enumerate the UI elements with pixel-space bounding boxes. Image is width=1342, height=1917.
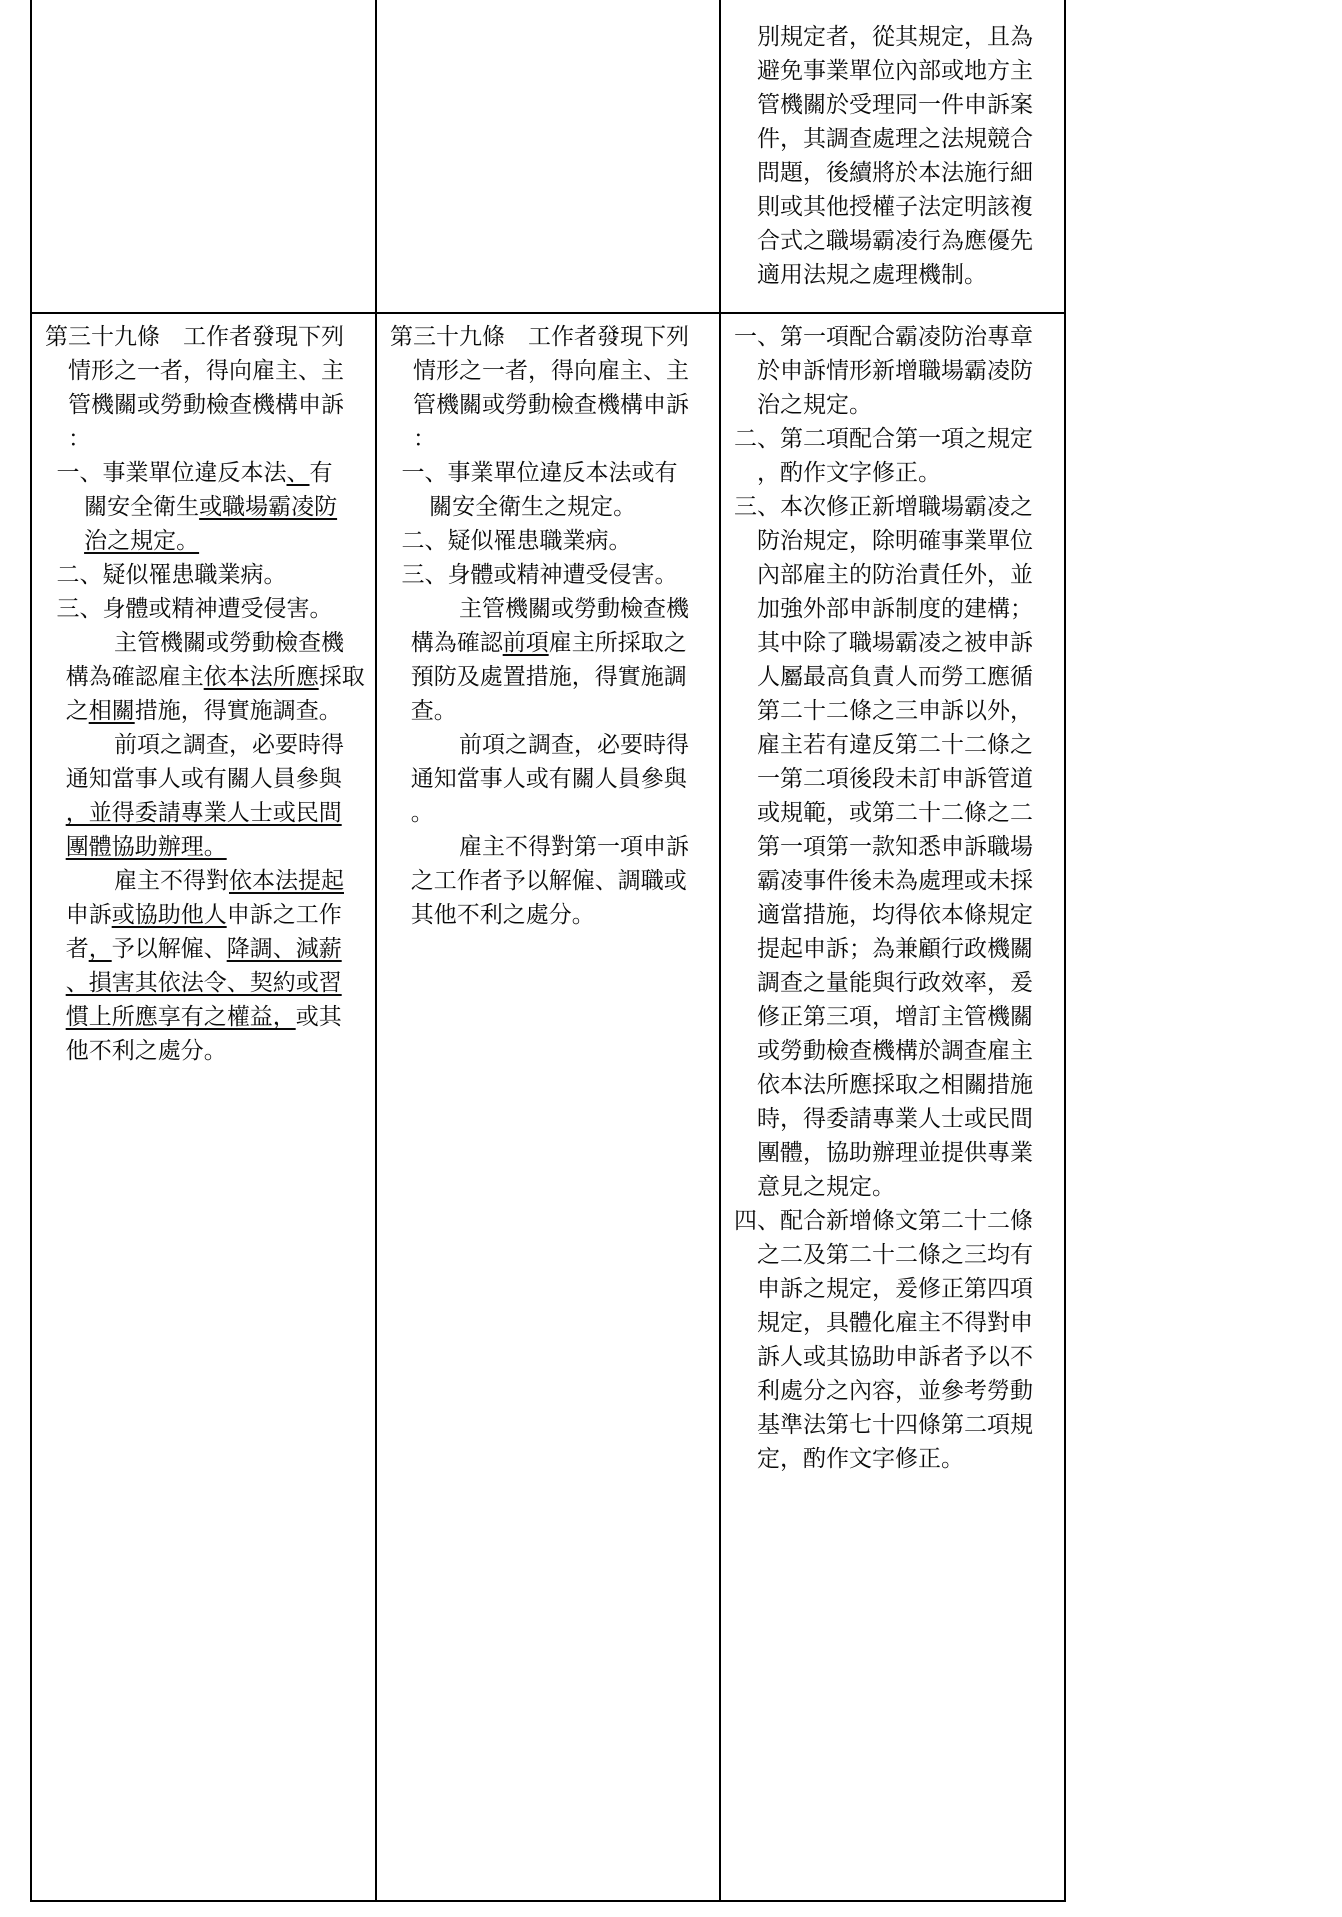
text-line	[390, 660, 707, 694]
text-segment: 二、疑似罹患職業病。	[401, 528, 632, 553]
text-segment: 定，酌作文字修正。	[757, 1446, 964, 1471]
text-segment: 二、第二項配合第一項之規定	[734, 426, 1033, 451]
text-segment: 適當措施，均得依本條規定	[757, 902, 1033, 927]
text-line	[734, 1000, 1052, 1034]
text-line	[734, 122, 1052, 156]
text-segment: 適用法規之處理機制。	[757, 262, 987, 287]
text-line	[734, 830, 1052, 864]
text-line	[45, 694, 363, 728]
text-line	[734, 1102, 1052, 1136]
text-segment: 申訴之工作	[226, 902, 342, 927]
text-segment: 其他不利之處分。	[410, 902, 595, 927]
text-line	[390, 694, 707, 728]
text-segment: 三、本次修正新增職場霸凌之	[734, 494, 1033, 519]
text-segment: 第三十九條 工作者發現下列	[390, 324, 689, 349]
text-line	[734, 932, 1052, 966]
amended-text-segment: 相關	[88, 698, 135, 723]
text-line	[734, 190, 1052, 224]
text-line	[734, 592, 1052, 626]
text-line	[45, 966, 363, 1000]
text-segment: 修正第三項，增訂主管機關	[757, 1004, 1033, 1029]
amended-text-segment: ，	[88, 936, 112, 961]
text-line	[734, 1238, 1052, 1272]
text-line	[734, 864, 1052, 898]
text-segment: 一、事業單位違反本法	[56, 460, 287, 485]
amended-text-segment: 、	[286, 460, 310, 485]
text-segment: ：	[413, 426, 436, 451]
text-line	[734, 898, 1052, 932]
amended-article-cell-empty	[31, 0, 376, 313]
text-line	[390, 524, 707, 558]
text-segment: 團體，協助辦理並提供專業	[757, 1140, 1033, 1165]
text-segment: 利處分之內容，並參考勞動	[757, 1378, 1033, 1403]
text-line	[45, 796, 363, 830]
text-line	[734, 1340, 1052, 1374]
text-segment: 三、身體或精神遭受侵害。	[401, 562, 678, 587]
text-line	[734, 422, 1052, 456]
amended-text-segment: 依本法提起	[229, 868, 344, 893]
text-line	[45, 456, 363, 490]
text-segment: 者	[65, 936, 89, 961]
text-segment: 構為確認雇主	[65, 664, 204, 689]
text-line	[390, 388, 707, 422]
text-segment: 關安全衛生之規定。	[429, 494, 637, 519]
text-segment: 他不利之處分。	[65, 1038, 227, 1063]
text-segment: 霸凌事件後未為處理或未採	[757, 868, 1033, 893]
text-segment: 治之規定。	[757, 392, 872, 417]
text-line	[734, 728, 1052, 762]
text-segment: 訴人或其協助申訴者予以不	[757, 1344, 1033, 1369]
text-line	[45, 490, 363, 524]
text-segment: 件，其調查處理之法規競合	[757, 126, 1033, 151]
text-segment: 之工作者予以解僱、調職或	[410, 868, 687, 893]
text-segment: 雇主不得對	[114, 868, 229, 893]
text-line	[734, 1272, 1052, 1306]
explanation-cell	[720, 313, 1065, 1901]
amended-text-segment: 依本法所應	[203, 664, 319, 689]
amended-article-cell	[31, 313, 376, 1901]
text-segment: 主管機關或勞動檢查機	[114, 630, 344, 655]
text-segment: 雇主所採取之	[548, 630, 687, 655]
current-article-cell	[376, 313, 720, 1901]
text-segment: 規定，具體化雇主不得對申	[757, 1310, 1033, 1335]
text-segment: 調查之量能與行政效率，爰	[757, 970, 1033, 995]
text-segment: 通知當事人或有關人員參與	[65, 766, 342, 791]
text-segment: 加強外部申訴制度的建構；	[757, 596, 1033, 621]
text-line	[45, 864, 363, 898]
text-line	[390, 864, 707, 898]
text-segment: 別規定者，從其規定，且為	[757, 24, 1033, 49]
text-line	[390, 626, 707, 660]
text-line	[734, 54, 1052, 88]
text-line	[390, 558, 707, 592]
text-line	[390, 422, 707, 456]
text-line	[390, 762, 707, 796]
text-line	[45, 830, 363, 864]
text-line	[734, 762, 1052, 796]
current-article-cell-empty	[376, 0, 720, 313]
text-line	[45, 898, 363, 932]
text-line	[734, 224, 1052, 258]
text-line	[45, 932, 363, 966]
text-segment: 時，得委請專業人士或民間	[757, 1106, 1033, 1131]
amended-text-segment: 團體協助辦理。	[65, 834, 227, 859]
text-line	[734, 558, 1052, 592]
text-segment: 一、事業單位違反本法或有	[401, 460, 678, 485]
text-line	[734, 524, 1052, 558]
amended-text-segment: 前項	[502, 630, 549, 655]
amended-text-segment: 、損害其依法令、契約或習	[65, 970, 342, 995]
text-line	[390, 320, 707, 354]
text-segment: 情形之一者，得向雇主、主	[68, 358, 344, 383]
text-line	[734, 388, 1052, 422]
text-segment: 則或其他授權子法定明該複	[757, 194, 1033, 219]
text-segment: 予以解僱、	[111, 936, 227, 961]
text-line	[734, 1408, 1052, 1442]
text-segment: 前項之調查，必要時得	[114, 732, 344, 757]
text-segment: ，酌作文字修正。	[757, 460, 941, 485]
text-line	[734, 354, 1052, 388]
text-segment: 關安全衛生	[84, 494, 200, 519]
explanation-cell-continued	[720, 0, 1065, 313]
text-line	[45, 320, 363, 354]
text-segment: 三、身體或精神遭受侵害。	[56, 596, 333, 621]
amended-text-segment: 或職場霸凌防	[199, 494, 338, 519]
text-segment: 一第二項後段未訂申訴管道	[757, 766, 1033, 791]
text-segment: 一、第一項配合霸凌防治專章	[734, 324, 1033, 349]
text-line	[45, 558, 363, 592]
text-line	[734, 88, 1052, 122]
law-comparison-table	[30, 0, 1066, 1902]
text-segment: 或勞動檢查機構於調查雇主	[757, 1038, 1033, 1063]
text-line	[45, 592, 363, 626]
text-segment: 第一項第一款知悉申訴職場	[757, 834, 1033, 859]
amended-text-segment: 降調、減薪	[226, 936, 342, 961]
text-line	[390, 796, 707, 830]
text-segment: 合式之職場霸凌行為應優先	[757, 228, 1033, 253]
text-segment: 基準法第七十四條第二項規	[757, 1412, 1033, 1437]
text-line	[734, 156, 1052, 190]
text-segment: 。	[410, 800, 434, 825]
text-line	[734, 490, 1052, 524]
text-segment: 之二及第二十二條之三均有	[757, 1242, 1033, 1267]
text-line	[390, 456, 707, 490]
text-segment: 避免事業單位內部或地方主	[757, 58, 1033, 83]
text-segment: 問題，後續將於本法施行細	[757, 160, 1033, 185]
text-line	[734, 1136, 1052, 1170]
text-segment: 申訴	[65, 902, 112, 927]
text-segment: 雇主不得對第一項申訴	[459, 834, 689, 859]
text-segment: 提起申訴；為兼顧行政機關	[757, 936, 1033, 961]
text-line	[45, 660, 363, 694]
text-segment: 第二十二條之三申訴以外，	[757, 698, 1033, 723]
text-line	[45, 388, 363, 422]
text-segment: 於申訴情形新增職場霸凌防	[757, 358, 1033, 383]
amended-text-segment: 或協助他人	[111, 902, 227, 927]
text-line	[734, 1068, 1052, 1102]
text-line	[734, 1306, 1052, 1340]
text-segment: 意見之規定。	[757, 1174, 895, 1199]
text-segment: 管機關於受理同一件申訴案	[757, 92, 1033, 117]
text-segment: 防治規定，除明確事業單位	[757, 528, 1033, 553]
text-line	[734, 1170, 1052, 1204]
text-segment: 依本法所應採取之相關措施	[757, 1072, 1033, 1097]
text-line	[45, 762, 363, 796]
text-line	[734, 1034, 1052, 1068]
amended-text-segment: ，並得委請專業人士或民間	[65, 800, 342, 825]
amended-text-segment: 治之規定。	[84, 528, 200, 553]
text-line	[734, 258, 1052, 292]
table-row-continued	[31, 0, 1065, 313]
table-row-article-39	[31, 313, 1065, 1901]
amended-text-segment: 慣上所應享有之權益，	[65, 1004, 296, 1029]
text-line	[734, 1442, 1052, 1476]
text-line	[734, 626, 1052, 660]
text-line	[390, 490, 707, 524]
text-segment: 管機關或勞動檢查機構申訴	[68, 392, 344, 417]
text-segment: 有	[309, 460, 333, 485]
text-line	[734, 20, 1052, 54]
text-segment: 情形之一者，得向雇主、主	[413, 358, 689, 383]
text-segment: 或其	[295, 1004, 342, 1029]
text-line	[390, 830, 707, 864]
text-line	[390, 592, 707, 626]
text-segment: 雇主若有違反第二十二條之	[757, 732, 1033, 757]
text-segment: 措施，得實施調查。	[134, 698, 342, 723]
text-line	[45, 354, 363, 388]
text-line	[45, 1034, 363, 1068]
text-segment: 管機關或勞動檢查機構申訴	[413, 392, 689, 417]
text-line	[734, 694, 1052, 728]
text-line	[45, 728, 363, 762]
text-segment: 其中除了職場霸凌之被申訴	[757, 630, 1033, 655]
text-line	[734, 320, 1052, 354]
text-line	[45, 524, 363, 558]
text-line	[734, 1204, 1052, 1238]
text-line	[734, 660, 1052, 694]
text-segment: 第三十九條 工作者發現下列	[45, 324, 344, 349]
text-segment: 內部雇主的防治責任外，並	[757, 562, 1033, 587]
text-segment: 人屬最高負責人而勞工應循	[757, 664, 1033, 689]
text-segment: 查。	[410, 698, 457, 723]
text-segment: 主管機關或勞動檢查機	[459, 596, 689, 621]
text-line	[390, 728, 707, 762]
text-segment: 前項之調查，必要時得	[459, 732, 689, 757]
text-segment: ：	[68, 426, 91, 451]
text-segment: 二、疑似罹患職業病。	[56, 562, 287, 587]
text-line	[734, 966, 1052, 1000]
text-segment: 申訴之規定，爰修正第四項	[757, 1276, 1033, 1301]
text-line	[734, 796, 1052, 830]
text-segment: 之	[65, 698, 89, 723]
text-segment: 採取	[318, 664, 365, 689]
text-line	[45, 422, 363, 456]
text-segment: 或規範，或第二十二條之二	[757, 800, 1033, 825]
text-segment: 預防及處置措施，得實施調	[410, 664, 687, 689]
text-segment: 四、配合新增條文第二十二條	[734, 1208, 1033, 1233]
text-line	[734, 456, 1052, 490]
text-line	[390, 898, 707, 932]
text-line	[45, 1000, 363, 1034]
text-line	[45, 626, 363, 660]
text-segment: 構為確認	[410, 630, 503, 655]
text-line	[734, 1374, 1052, 1408]
text-line	[390, 354, 707, 388]
text-segment: 通知當事人或有關人員參與	[410, 766, 687, 791]
